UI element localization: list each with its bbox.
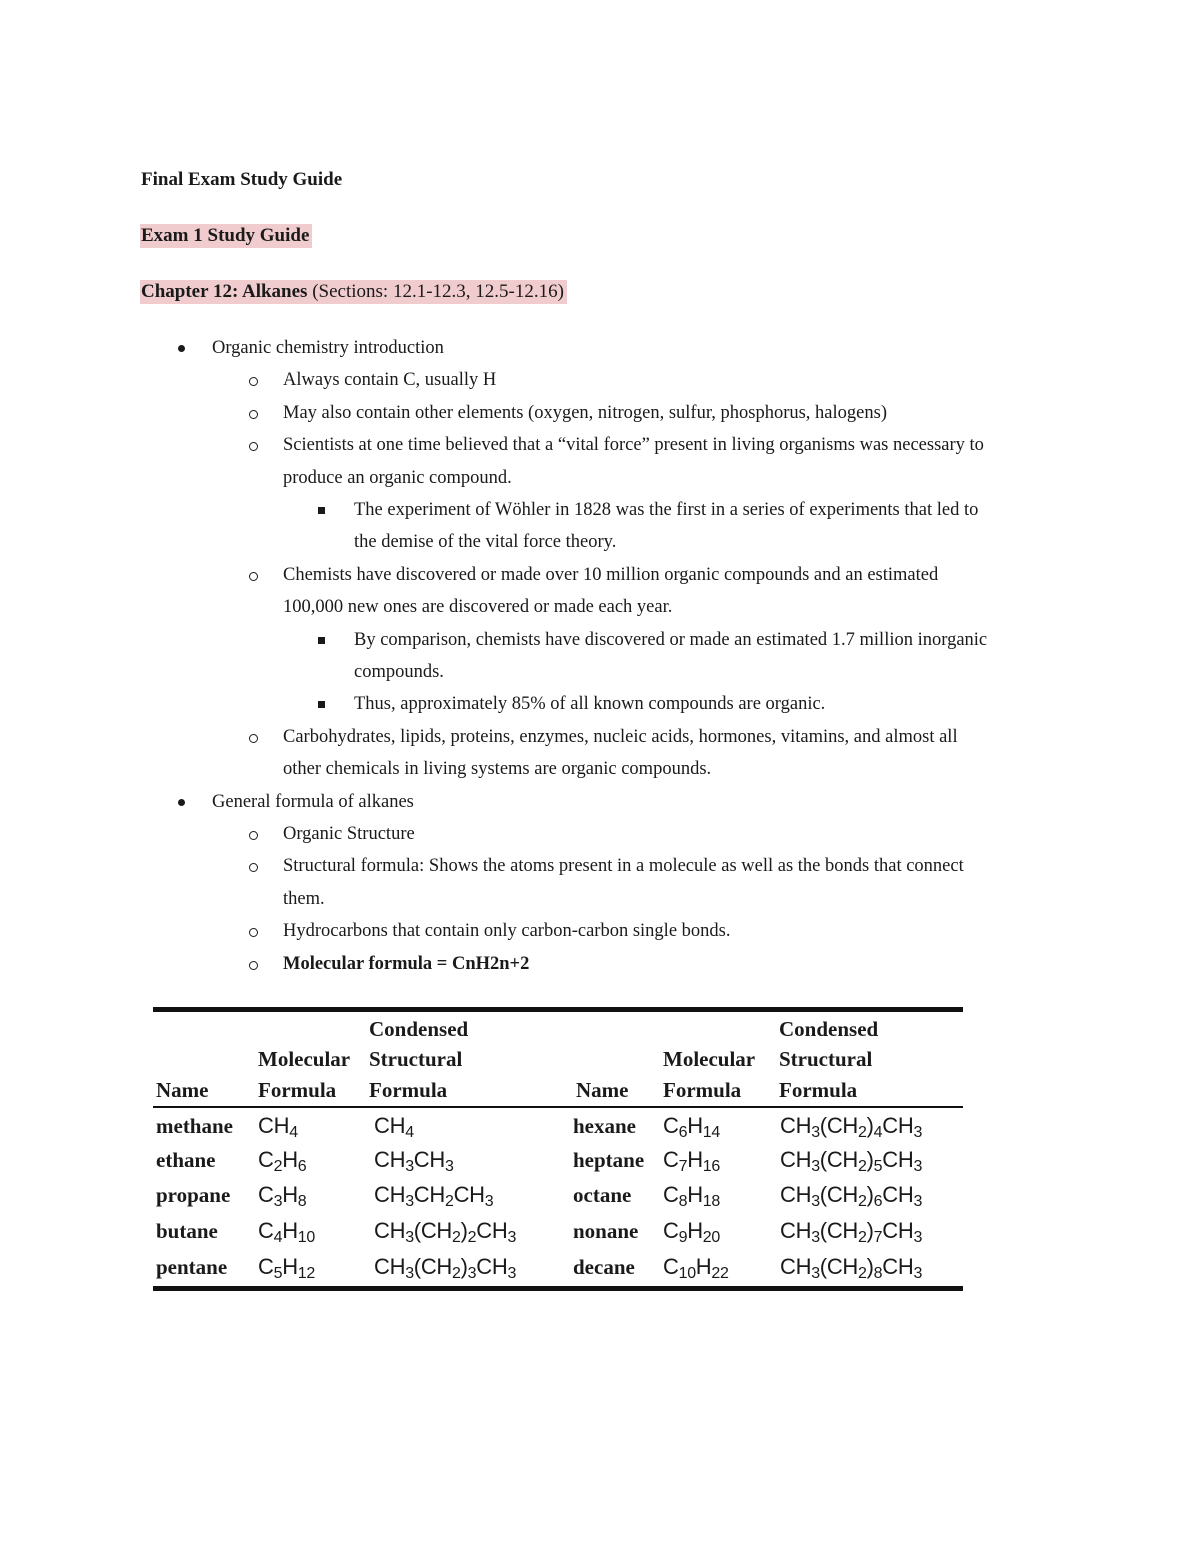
formula-subscript: 3 (507, 1265, 517, 1282)
formula-subscript: 8 (873, 1265, 883, 1282)
formula-symbol: CH (374, 1147, 406, 1172)
bullet-marker (178, 345, 185, 352)
formula-subscript: 3 (444, 1158, 454, 1175)
formula-subscript: 2 (858, 1229, 867, 1246)
formula-subscript: 5 (873, 1158, 883, 1175)
formula-symbol: CH (882, 1113, 914, 1138)
formula-symbol: CH (882, 1218, 914, 1243)
formula-symbol: C (258, 1113, 274, 1138)
formula-symbol: ) (460, 1218, 468, 1243)
formula-subscript: 16 (702, 1158, 720, 1175)
header-name: Name (576, 1078, 629, 1102)
formula-subscript: 3 (405, 1229, 414, 1246)
formula-subscript: 22 (711, 1265, 729, 1282)
formula-subscript: 2 (444, 1193, 454, 1210)
formula-subscript: 3 (405, 1265, 414, 1282)
formula-symbol: CH (780, 1218, 812, 1243)
list-item: Scientists at one time believed that a “vital force” present in living organisms was necessary to (283, 435, 984, 456)
formula-symbol: CH (476, 1218, 508, 1243)
formula-subscript: 3 (811, 1124, 820, 1141)
formula-symbol: ) (866, 1218, 874, 1243)
formula-subscript: 3 (913, 1158, 923, 1175)
header-formula: Formula (369, 1078, 448, 1102)
formula-symbol: H (282, 1182, 298, 1207)
list-item-continuation: them. (283, 888, 325, 909)
list-item: Molecular formula = CnH2n+2 (283, 953, 530, 974)
circle-marker (249, 410, 258, 419)
formula-symbol: CH (413, 1147, 445, 1172)
circle-marker (249, 961, 258, 970)
list-item: Hydrocarbons that contain only carbon-carbon single bonds. (283, 921, 731, 942)
formula-symbol: H (687, 1182, 703, 1207)
formula-symbol: ) (866, 1147, 874, 1172)
formula-symbol: CH (780, 1254, 812, 1279)
formula-subscript: 3 (913, 1229, 923, 1246)
formula-subscript: 14 (702, 1124, 720, 1141)
formula-symbol: ) (866, 1254, 874, 1279)
formula-subscript: 3 (811, 1158, 820, 1175)
formula-subscript: 10 (297, 1229, 315, 1246)
formula-symbol: H (687, 1147, 703, 1172)
circle-marker (249, 572, 258, 581)
square-marker (318, 637, 325, 644)
formula-symbol: ) (866, 1182, 874, 1207)
formula-subscript: 3 (405, 1158, 414, 1175)
header-formula: Formula (663, 1078, 742, 1102)
formula-subscript: 5 (273, 1265, 283, 1282)
formula-subscript: 2 (858, 1193, 867, 1210)
formula-subscript: 20 (702, 1229, 720, 1246)
formula-subscript: 3 (913, 1265, 923, 1282)
formula-subscript: 3 (273, 1193, 283, 1210)
formula-subscript: 6 (873, 1193, 883, 1210)
circle-marker (249, 734, 258, 743)
formula-subscript: 3 (913, 1124, 923, 1141)
formula-symbol: C (663, 1113, 679, 1138)
formula-symbol: CH (413, 1182, 445, 1207)
formula-subscript: 3 (811, 1265, 820, 1282)
formula-subscript: 2 (467, 1229, 477, 1246)
formula-symbol: ) (460, 1254, 468, 1279)
list-item: May also contain other elements (oxygen, nitrogen, sulfur, phosphorus, halogens) (283, 402, 887, 423)
circle-marker (249, 831, 258, 840)
chapter-title: Chapter 12: Alkanes (141, 281, 308, 302)
header-structural: Structural (779, 1047, 873, 1071)
header-name: Name (156, 1078, 209, 1102)
formula-symbol: H (687, 1218, 703, 1243)
formula-subscript: 10 (678, 1265, 696, 1282)
list-item: Chemists have discovered or made over 10 million organic compounds and an estimated (283, 564, 939, 585)
formula-symbol: ) (866, 1113, 874, 1138)
formula-symbol: CH (780, 1147, 812, 1172)
document-title: Final Exam Study Guide (141, 169, 343, 190)
header-condensed: Condensed (779, 1017, 879, 1041)
formula-subscript: 2 (452, 1229, 461, 1246)
formula-symbol: CH (882, 1254, 914, 1279)
chapter-heading-highlight (140, 280, 567, 304)
formula-subscript: 2 (858, 1265, 867, 1282)
formula-symbol: C (258, 1254, 274, 1279)
alkane-name: butane (156, 1219, 218, 1243)
formula-subscript: 3 (405, 1193, 414, 1210)
list-item: The experiment of Wöhler in 1828 was the first in a series of experiments that led to (354, 500, 979, 520)
formula-symbol: C (663, 1182, 679, 1207)
formula-subscript: 8 (678, 1193, 688, 1210)
formula-subscript: 3 (913, 1193, 923, 1210)
header-formula: Formula (779, 1078, 858, 1102)
formula-symbol: H (695, 1254, 712, 1279)
formula-symbol: H (273, 1113, 290, 1138)
list-item: By comparison, chemists have discovered or made an estimated 1.7 million inorganic (354, 629, 988, 650)
formula-symbol: C (663, 1147, 679, 1172)
alkane-name: nonane (573, 1219, 639, 1243)
formula-symbol: CH (882, 1182, 914, 1207)
list-item: Structural formula: Shows the atoms present in a molecule as well as the bonds that connect (283, 856, 964, 877)
list-item-continuation: produce an organic compound. (283, 467, 512, 488)
formula-symbol: CH (374, 1218, 406, 1243)
list-item: Thus, approximately 85% of all known compounds are organic. (354, 694, 826, 715)
circle-marker (249, 863, 258, 872)
list-item-continuation: compounds. (354, 662, 444, 682)
formula-subscript: 4 (405, 1124, 414, 1141)
formula-subscript: 4 (289, 1124, 298, 1141)
header-structural: Structural (369, 1047, 463, 1071)
list-item-continuation: other chemicals in living systems are organic compounds. (283, 759, 712, 780)
formula-symbol: CH (374, 1113, 406, 1138)
formula-symbol: (CH (819, 1113, 858, 1138)
list-item: General formula of alkanes (212, 791, 414, 812)
circle-marker (249, 442, 258, 451)
list-item-continuation: 100,000 new ones are discovered or made each year. (283, 597, 673, 618)
formula-symbol: C (258, 1218, 274, 1243)
formula-subscript: 2 (858, 1124, 867, 1141)
formula-symbol: (CH (413, 1218, 452, 1243)
alkane-name: heptane (573, 1148, 645, 1172)
alkane-name: ethane (156, 1148, 216, 1172)
exam-heading-text: Exam 1 Study Guide (140, 224, 312, 248)
formula-symbol: (CH (819, 1182, 858, 1207)
formula-symbol: (CH (819, 1147, 858, 1172)
table-bottom-rule (153, 1286, 963, 1291)
circle-marker (249, 928, 258, 937)
formula-symbol: CH (780, 1182, 812, 1207)
formula-symbol: H (282, 1254, 298, 1279)
formula-symbol: CH (780, 1113, 812, 1138)
alkane-name: methane (156, 1114, 233, 1138)
list-item: Carbohydrates, lipids, proteins, enzymes, nucleic acids, hormones, vitamins, and almost all (283, 726, 958, 747)
formula-symbol: H (282, 1218, 298, 1243)
formula-symbol: CH (374, 1182, 406, 1207)
square-marker (318, 507, 325, 514)
formula-subscript: 18 (702, 1193, 720, 1210)
header-condensed: Condensed (369, 1017, 469, 1041)
formula-symbol: CH (882, 1147, 914, 1172)
formula-subscript: 6 (297, 1158, 307, 1175)
formula-subscript: 3 (467, 1265, 477, 1282)
circle-marker (249, 377, 258, 386)
list-item: Organic Structure (283, 824, 415, 844)
formula-subscript: 7 (873, 1229, 883, 1246)
alkane-name: hexane (573, 1114, 636, 1138)
alkane-name: decane (573, 1255, 635, 1279)
formula-symbol: C (258, 1147, 274, 1172)
formula-subscript: 3 (811, 1229, 820, 1246)
chapter-heading (141, 278, 567, 306)
formula-subscript: 2 (452, 1265, 461, 1282)
alkane-name: pentane (156, 1255, 228, 1279)
formula-subscript: 8 (297, 1193, 307, 1210)
formula-symbol: C (663, 1254, 679, 1279)
formula-symbol: (CH (819, 1218, 858, 1243)
square-marker (318, 701, 325, 708)
formula-subscript: 4 (873, 1124, 883, 1141)
formula-symbol: CH (453, 1182, 485, 1207)
formula-symbol: H (282, 1147, 298, 1172)
formula-subscript: 3 (484, 1193, 494, 1210)
formula-symbol: C (663, 1218, 679, 1243)
list-item-continuation: the demise of the vital force theory. (354, 532, 617, 553)
formula-symbol: H (687, 1113, 703, 1138)
formula-subscript: 3 (507, 1229, 517, 1246)
formula-subscript: 12 (297, 1265, 315, 1282)
formula-subscript: 2 (858, 1158, 867, 1175)
formula-symbol: CH (476, 1254, 508, 1279)
list-item: Organic chemistry introduction (212, 338, 444, 358)
list-item: Always contain C, usually H (283, 370, 497, 391)
formula-subscript: 9 (678, 1229, 688, 1246)
formula-symbol: (CH (819, 1254, 858, 1279)
header-molecular: Molecular (663, 1047, 756, 1071)
header-formula: Formula (258, 1078, 337, 1102)
alkane-table (146, 1000, 972, 1302)
formula-subscript: 7 (678, 1158, 688, 1175)
formula-subscript: 6 (678, 1124, 688, 1141)
alkane-name: octane (573, 1183, 632, 1207)
formula-symbol: C (258, 1182, 274, 1207)
formula-symbol: (CH (413, 1254, 452, 1279)
alkane-name: propane (156, 1183, 231, 1207)
exam-heading (141, 222, 312, 250)
bullet-marker (178, 799, 185, 806)
table-top-rule (153, 1007, 963, 1012)
formula-subscript: 3 (811, 1193, 820, 1210)
formula-subscript: 2 (273, 1158, 283, 1175)
formula-subscript: 4 (273, 1229, 283, 1246)
header-molecular: Molecular (258, 1047, 351, 1071)
chapter-sections: (Sections: 12.1-12.3, 12.5-12.16) (312, 281, 564, 302)
formula-symbol: CH (374, 1254, 406, 1279)
